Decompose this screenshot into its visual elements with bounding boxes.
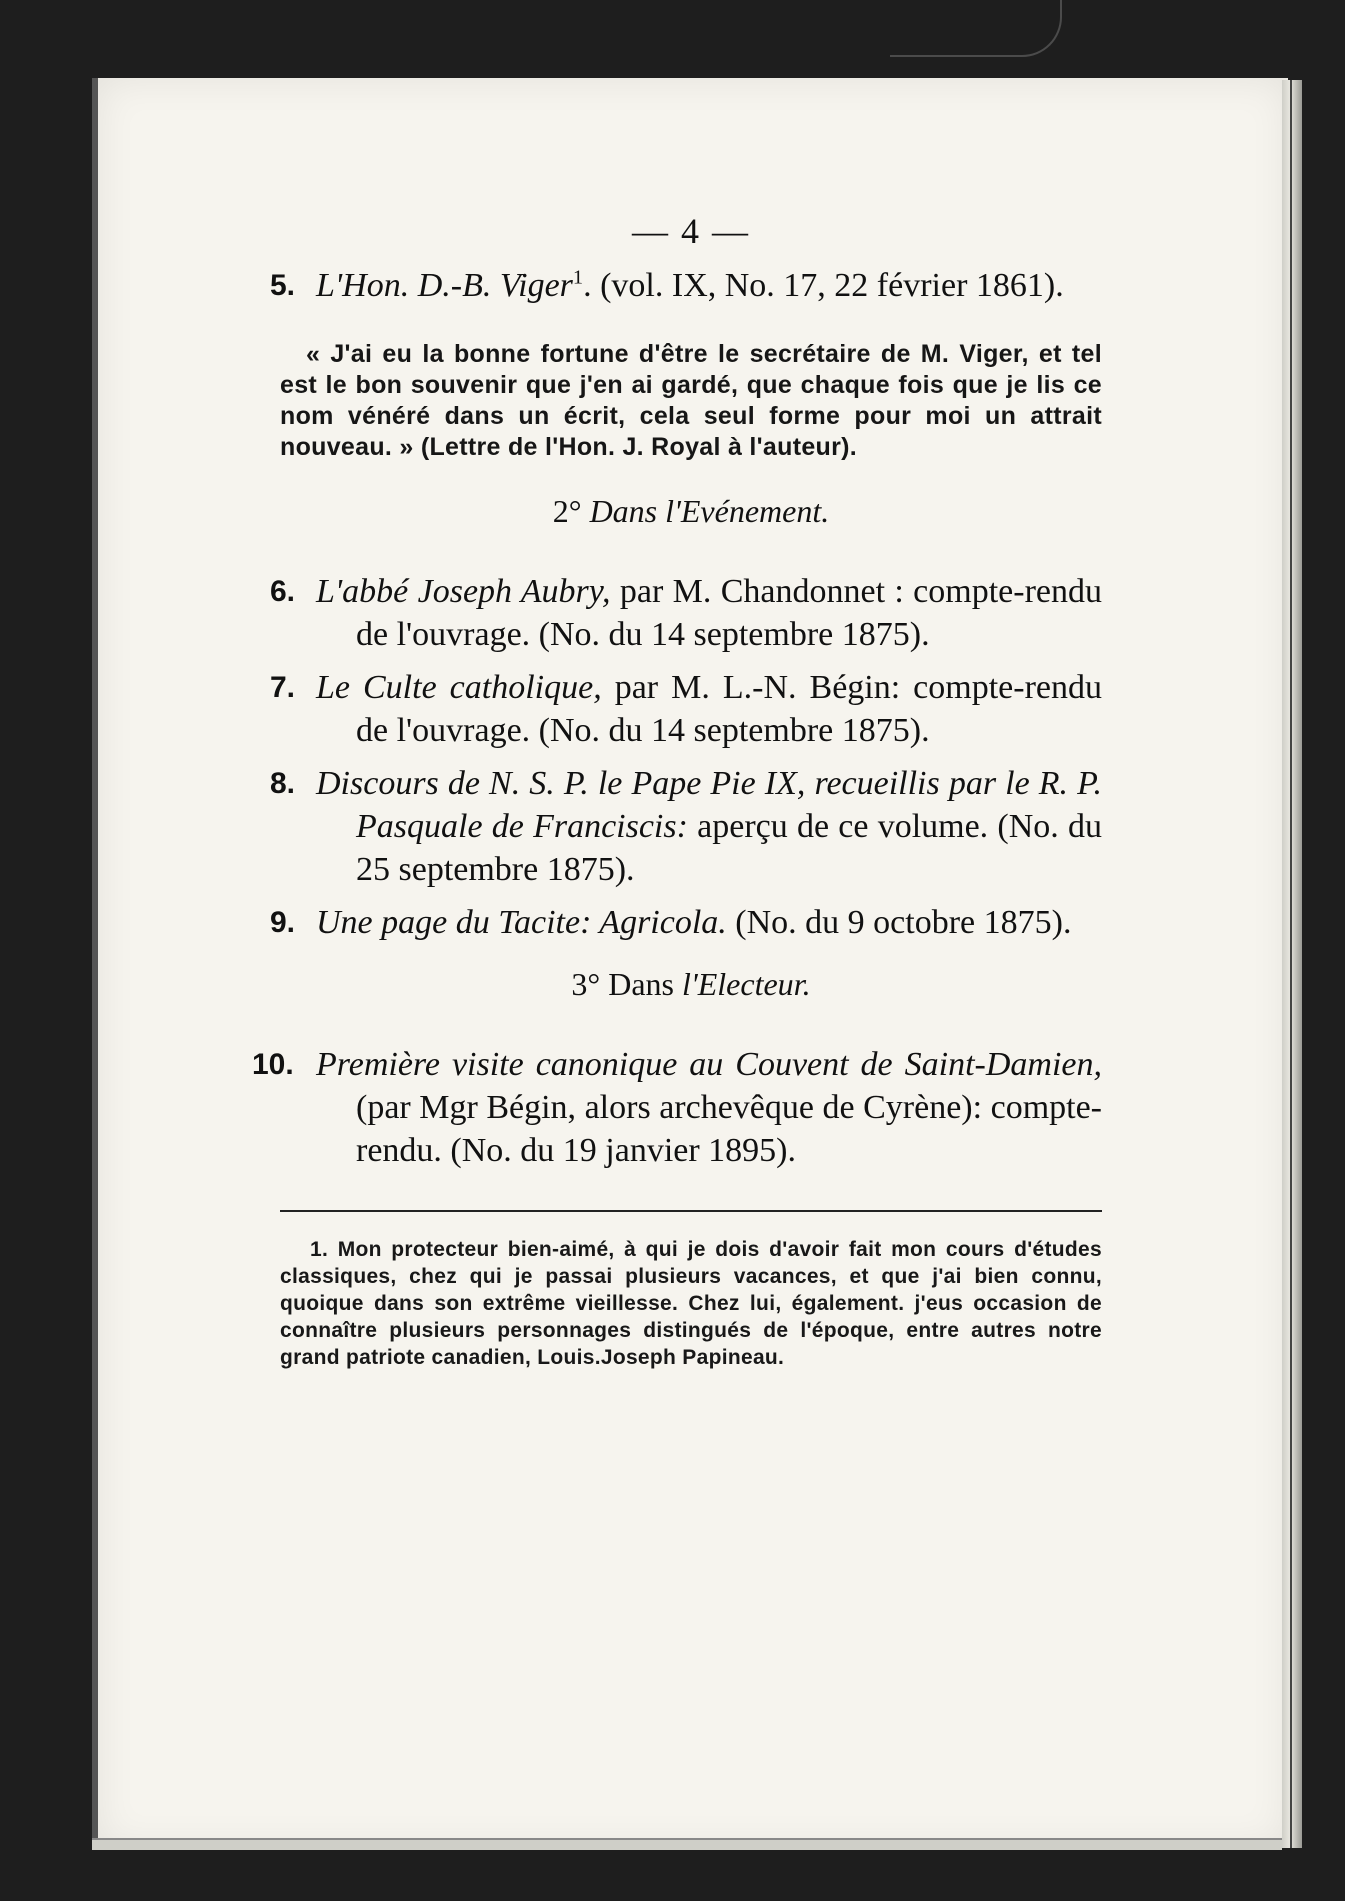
entry-number: 10. (252, 1048, 294, 1081)
entry-7 (270, 666, 1102, 752)
entry-number: 5. (270, 269, 296, 302)
entry-title: Le Culte catholique, (316, 669, 602, 706)
entry-details: . (vol. IX, No. 17, 22 février 1861). (583, 267, 1064, 304)
entry-details: par M. Chandonnet : compte-rendu de l'ouvrage. (No. du 14 septembre 1875). (356, 573, 1102, 653)
footnote-marker: 1. (310, 1238, 329, 1261)
entry-6 (270, 570, 1102, 656)
entry-10 (252, 1043, 1102, 1172)
entry-body (316, 901, 1102, 944)
quotation: « J'ai eu la bonne fortune d'être le secrétaire de M. Viger, et tel est le bon souvenir que j'en ai gardé, que chaque fois que je lis ce nom vénéré dans un écrit, cela seul forme pour moi un attrait nouveau. » (Lettre de l'Hon. J. Royal à l'auteur). (280, 340, 1102, 461)
page-bottom-edge (92, 1838, 1282, 1850)
entry-number: 8. (270, 767, 296, 800)
entry-body (316, 1043, 1102, 1172)
entry-5 (270, 264, 1102, 307)
section-heading-prefix: 2° (552, 493, 590, 529)
entry-number: 6. (270, 575, 296, 608)
entry-8 (270, 762, 1102, 891)
entry-details: (No. du 9 octobre 1875). (726, 904, 1072, 941)
entry-title: L'abbé Joseph Aubry, (316, 573, 611, 610)
section-heading-2 (280, 493, 1102, 530)
entry-9 (270, 901, 1102, 944)
footnote-reference: 1 (572, 266, 584, 289)
entry-number: 9. (270, 906, 296, 939)
entry-title: Discours de N. S. P. le Pape Pie IX, recueillis par le R. P. Pasquale de Franciscis: (316, 765, 1102, 845)
entry-body (316, 570, 1102, 656)
section-heading-3 (280, 966, 1102, 1003)
entry-details: par M. L.-N. Bégin: compte-rendu de l'ouvrage. (No. du 14 septembre 1875). (356, 669, 1102, 749)
entry-details: aperçu de ce volume. (No. du 25 septembre 1875). (356, 808, 1102, 888)
footnote-text: Mon protecteur bien-aimé, à qui je dois d'avoir fait mon cours d'études classiques, chez qui je passai plusieurs vacances, et que j'ai bien connu, quoique dans son extrême vieillesse. Chez lui, également. j'eus occasion de connaître plusieurs personnages distingués de l'époque, entre autres notre grand patriote canadien, Louis.Joseph Papineau. (280, 1238, 1102, 1369)
entry-body (316, 762, 1102, 891)
section-heading-prefix: 3° Dans (571, 966, 682, 1002)
scan-artifact (890, 0, 1062, 57)
entry-title: Première visite canonique au Couvent de Saint-Damien, (316, 1046, 1102, 1083)
footnote (280, 1236, 1102, 1371)
entry-number: 7. (270, 671, 296, 704)
section-heading-title: Dans l'Evénement. (589, 493, 830, 529)
page-number: — 4 — (632, 211, 750, 251)
entry-body (316, 666, 1102, 752)
section-heading-title: l'Electeur. (681, 966, 811, 1002)
footnote-divider (280, 1210, 1102, 1212)
entry-title: Une page du Tacite: Agricola. (316, 904, 727, 941)
entry-body (316, 264, 1102, 307)
page-edge (1282, 80, 1302, 1848)
entry-details: (par Mgr Bégin, alors archevêque de Cyrène): compte-rendu. (No. du 19 janvier 1895). (356, 1089, 1102, 1169)
page-content (252, 210, 1102, 1371)
entry-title: L'Hon. D.-B. Viger (316, 267, 573, 304)
